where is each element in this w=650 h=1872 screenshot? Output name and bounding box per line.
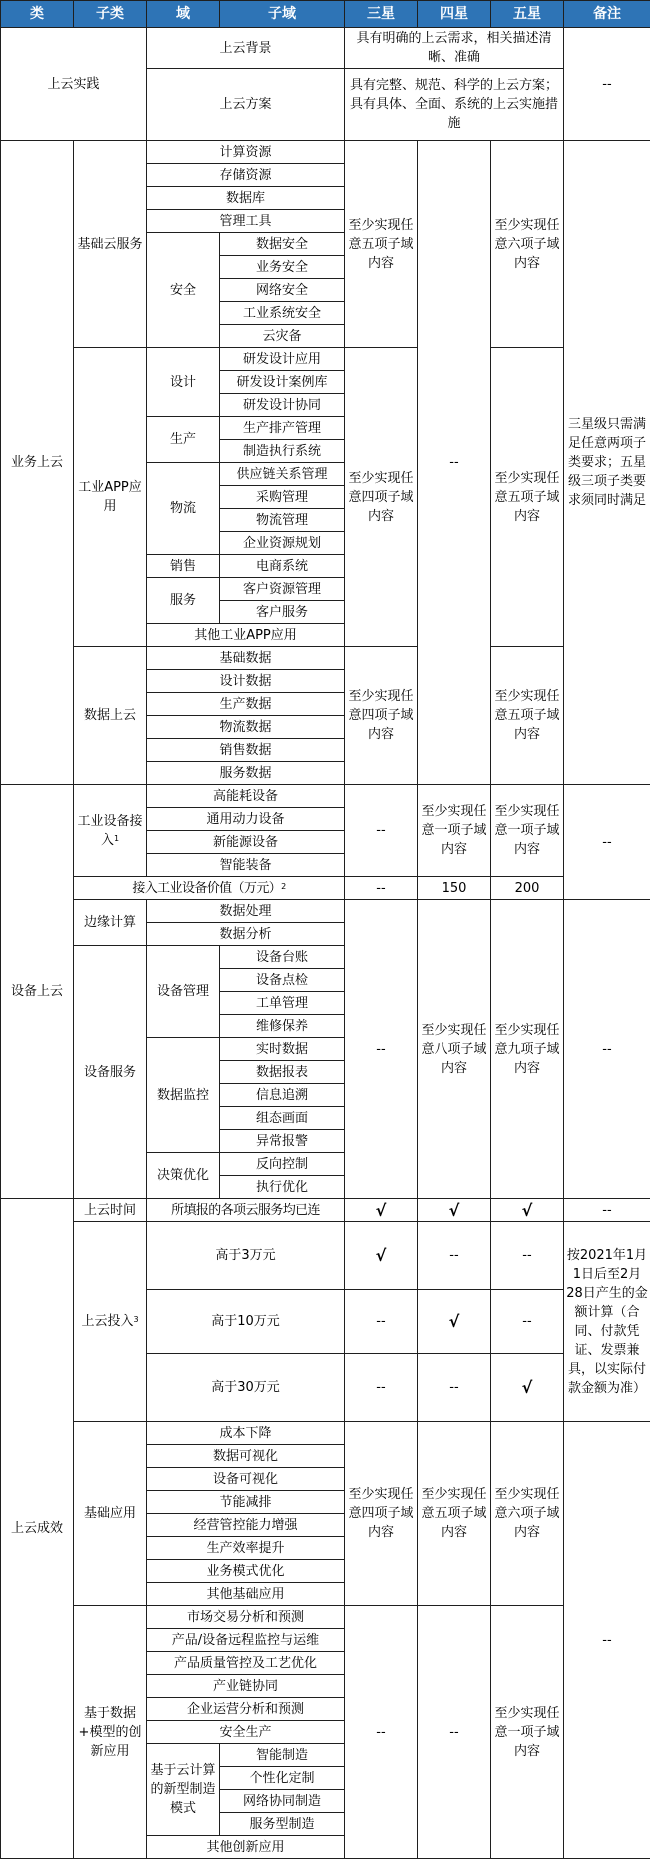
subdomain-cell: 客户服务 [220, 601, 345, 624]
subcategory-basic-app: 基础应用 [74, 1422, 147, 1606]
subdomain-cell: 企业运营分析和预测 [147, 1698, 345, 1721]
subdomain-cell: 采购管理 [220, 486, 345, 509]
subdomain-cell: 电商系统 [220, 555, 345, 578]
subdomain-cell: 个性化定制 [220, 1767, 345, 1790]
star4-cell: -- [418, 1606, 491, 1859]
note-cell: -- [564, 28, 650, 141]
subdomain-cell: 设备点检 [220, 969, 345, 992]
star5-cell: 至少实现任意一项子域内容 [491, 785, 564, 877]
subdomain-cell: 工单管理 [220, 992, 345, 1015]
subdomain-cell: 网络协同制造 [220, 1790, 345, 1813]
subdomain-cell: 供应链关系管理 [220, 463, 345, 486]
note-cell: 三星级只需满足任意两项子类要求；五星级三项子类要求须同时满足 [564, 141, 650, 785]
subdomain-cell: 所填报的各项云服务均已连 [147, 1199, 345, 1222]
domain-service: 服务 [147, 578, 220, 624]
table-row [1, 1199, 650, 1222]
star5-cell: 至少实现任意六项子域内容 [491, 1422, 564, 1606]
note-cell: -- [564, 785, 650, 900]
subdomain-cell: 云灾备 [220, 325, 345, 348]
subdomain-cell: 产业链协同 [147, 1675, 345, 1698]
subdomain-cell: 组态画面 [220, 1107, 345, 1130]
value-label-text: 接入工业设备价值（万元） [132, 880, 282, 896]
check-mark-icon: √ [345, 1222, 418, 1290]
category-business-cloud: 业务上云 [1, 141, 74, 785]
header-row [1, 1, 650, 28]
star5-cell: 至少实现任意六项子域内容 [491, 141, 564, 348]
subdomain-cell: 设备可视化 [147, 1468, 345, 1491]
star3-cell: -- [345, 900, 418, 1199]
subdomain-cell: 执行优化 [220, 1176, 345, 1199]
table-row [1, 647, 650, 670]
subdomain-cell: 制造执行系统 [220, 440, 345, 463]
star5-value: 200 [491, 877, 564, 900]
note-cell: -- [564, 1199, 650, 1222]
star4-cell: 至少实现任意五项子域内容 [418, 1422, 491, 1606]
subdomain-cell: 反向控制 [220, 1153, 345, 1176]
subdomain-cell: 设计数据 [147, 670, 345, 693]
subdomain-cell: 数据安全 [220, 233, 345, 256]
category-cloud-practice: 上云实践 [1, 28, 147, 141]
table-row [1, 900, 650, 923]
empty-cell: -- [345, 1354, 418, 1422]
subcategory-label: 上云投入 [81, 1314, 134, 1329]
table-row [1, 141, 650, 164]
subdomain-cell: 智能制造 [220, 1744, 345, 1767]
device-value-label [74, 877, 345, 900]
star3-cell: 至少实现任意四项子域内容 [345, 647, 418, 785]
subdomain-cell: 高能耗设备 [147, 785, 345, 808]
table-row [1, 877, 650, 900]
subdomain-cell: 数据报表 [220, 1061, 345, 1084]
subdomain-cell: 基础数据 [147, 647, 345, 670]
star3-cell: 至少实现任意四项子域内容 [345, 1422, 418, 1606]
subcategory-basic-cloud: 基础云服务 [74, 141, 147, 348]
footnote-marker: 3 [133, 1315, 139, 1324]
subdomain-cell: 业务模式优化 [147, 1560, 345, 1583]
subdomain-cell: 服务数据 [147, 762, 345, 785]
subdomain-cell: 研发设计案例库 [220, 371, 345, 394]
subdomain-cell: 维修保养 [220, 1015, 345, 1038]
category-cloud-results: 上云成效 [1, 1199, 74, 1859]
subdomain-cell: 上云背景 [147, 28, 345, 69]
subdomain-cell: 管理工具 [147, 210, 345, 233]
star4-cell: 至少实现任意八项子域内容 [418, 900, 491, 1199]
subdomain-cell: 研发设计应用 [220, 348, 345, 371]
category-device-cloud: 设备上云 [1, 785, 74, 1199]
subcategory-cloud-investment [74, 1222, 147, 1422]
subdomain-cell: 网络安全 [220, 279, 345, 302]
subdomain-cell: 物流数据 [147, 716, 345, 739]
subdomain-cell: 企业资源规划 [220, 532, 345, 555]
domain-device-management: 设备管理 [147, 946, 220, 1038]
subdomain-cell: 成本下降 [147, 1422, 345, 1445]
subdomain-cell: 异常报警 [220, 1130, 345, 1153]
empty-cell: -- [418, 1354, 491, 1422]
subdomain-cell: 产品质量管控及工艺优化 [147, 1652, 345, 1675]
subdomain-cell: 工业系统安全 [220, 302, 345, 325]
star3-cell: -- [345, 785, 418, 877]
subdomain-cell: 数据分析 [147, 923, 345, 946]
footnote-marker: 1 [113, 833, 120, 843]
subdomain-cell: 销售数据 [147, 739, 345, 762]
star5-cell: 至少实现任意九项子域内容 [491, 900, 564, 1199]
footnote-marker: 2 [281, 881, 286, 891]
subdomain-cell: 新能源设备 [147, 831, 345, 854]
empty-cell: -- [418, 1222, 491, 1290]
subdomain-cell: 其他创新应用 [147, 1836, 345, 1859]
subdomain-cell: 业务安全 [220, 256, 345, 279]
star5-cell: 至少实现任意五项子域内容 [491, 647, 564, 785]
subdomain-cell: 上云方案 [147, 69, 345, 141]
requirement-cell: 具有完整、规范、科学的上云方案；具有具体、全面、系统的上云实施措施 [345, 69, 564, 141]
subdomain-cell: 数据库 [147, 187, 345, 210]
subdomain-cell: 数据处理 [147, 900, 345, 923]
star3-cell: -- [345, 1606, 418, 1859]
subdomain-cell: 节能减排 [147, 1491, 345, 1514]
domain-new-manufacturing-mode: 基于云计算的新型制造模式 [147, 1744, 220, 1836]
header-subdomain: 子域 [220, 1, 345, 28]
table-row [1, 1606, 650, 1629]
subcategory-industrial-app: 工业APP应用 [74, 348, 147, 647]
subcategory-label: 工业设备接入 [77, 813, 143, 848]
check-mark-icon: √ [418, 1199, 491, 1222]
subdomain-cell: 信息追溯 [220, 1084, 345, 1107]
domain-security: 安全 [147, 233, 220, 348]
empty-cell: -- [345, 1290, 418, 1354]
check-mark-icon: √ [491, 1199, 564, 1222]
table-row [1, 785, 650, 808]
star3-cell: 至少实现任意四项子域内容 [345, 348, 418, 647]
subcategory-device-access [74, 785, 147, 877]
subdomain-cell: 安全生产 [147, 1721, 345, 1744]
domain-decision-optimization: 决策优化 [147, 1153, 220, 1199]
subdomain-cell: 物流管理 [220, 509, 345, 532]
header-domain: 域 [147, 1, 220, 28]
star4-value: 150 [418, 877, 491, 900]
domain-sales: 销售 [147, 555, 220, 578]
subdomain-cell: 实时数据 [220, 1038, 345, 1061]
star3-cell: 至少实现任意五项子域内容 [345, 141, 418, 348]
star4-cell: 至少实现任意一项子域内容 [418, 785, 491, 877]
subdomain-cell: 生产效率提升 [147, 1537, 345, 1560]
subdomain-cell: 生产排产管理 [220, 417, 345, 440]
table-row [1, 28, 650, 69]
check-mark-icon: √ [345, 1199, 418, 1222]
table-row [1, 348, 650, 371]
subdomain-cell: 市场交易分析和预测 [147, 1606, 345, 1629]
subdomain-cell: 客户资源管理 [220, 578, 345, 601]
subcategory-edge-computing: 边缘计算 [74, 900, 147, 946]
header-three-star: 三星 [345, 1, 418, 28]
empty-cell: -- [491, 1290, 564, 1354]
header-five-star: 五星 [491, 1, 564, 28]
empty-cell: -- [491, 1222, 564, 1290]
star5-cell: 至少实现任意五项子域内容 [491, 348, 564, 647]
subcategory-data-cloud: 数据上云 [74, 647, 147, 785]
header-subcategory: 子类 [74, 1, 147, 28]
header-category: 类 [1, 1, 74, 28]
star4-cell: -- [418, 141, 491, 785]
subcategory-innovative-app: 基于数据+模型的创新应用 [74, 1606, 147, 1859]
requirement-cell: 具有明确的上云需求，相关描述清晰、准确 [345, 28, 564, 69]
domain-data-monitoring: 数据监控 [147, 1038, 220, 1153]
note-cell: -- [564, 1422, 650, 1859]
domain-design: 设计 [147, 348, 220, 417]
table-row [1, 1222, 650, 1290]
subdomain-cell: 其他基础应用 [147, 1583, 345, 1606]
subdomain-cell: 生产数据 [147, 693, 345, 716]
table-row [1, 1422, 650, 1445]
star3-cell: -- [345, 877, 418, 900]
subdomain-cell: 计算资源 [147, 141, 345, 164]
header-note: 备注 [564, 1, 650, 28]
subdomain-cell: 产品/设备远程监控与运维 [147, 1629, 345, 1652]
subdomain-cell: 其他工业APP应用 [147, 624, 345, 647]
header-four-star: 四星 [418, 1, 491, 28]
check-mark-icon: √ [491, 1354, 564, 1422]
subdomain-cell: 服务型制造 [220, 1813, 345, 1836]
subdomain-cell: 高于30万元 [147, 1354, 345, 1422]
subcategory-cloud-time: 上云时间 [74, 1199, 147, 1222]
note-cell: -- [564, 900, 650, 1199]
subcategory-device-service: 设备服务 [74, 946, 147, 1199]
subdomain-cell: 设备台账 [220, 946, 345, 969]
subdomain-cell: 研发设计协同 [220, 394, 345, 417]
investment-note: 按2021年1月1日后至2月28日产生的金额计算（合同、付款凭证、发票兼具，以实际付款金额为准） [564, 1222, 650, 1422]
subdomain-cell: 通用动力设备 [147, 808, 345, 831]
domain-production: 生产 [147, 417, 220, 463]
subdomain-cell: 高于10万元 [147, 1290, 345, 1354]
subdomain-cell: 经营管控能力增强 [147, 1514, 345, 1537]
check-mark-icon: √ [418, 1290, 491, 1354]
domain-logistics: 物流 [147, 463, 220, 555]
subdomain-cell: 数据可视化 [147, 1445, 345, 1468]
subdomain-cell: 智能装备 [147, 854, 345, 877]
subdomain-cell: 高于3万元 [147, 1222, 345, 1290]
subdomain-cell: 存储资源 [147, 164, 345, 187]
star5-cell: 至少实现任意一项子域内容 [491, 1606, 564, 1859]
